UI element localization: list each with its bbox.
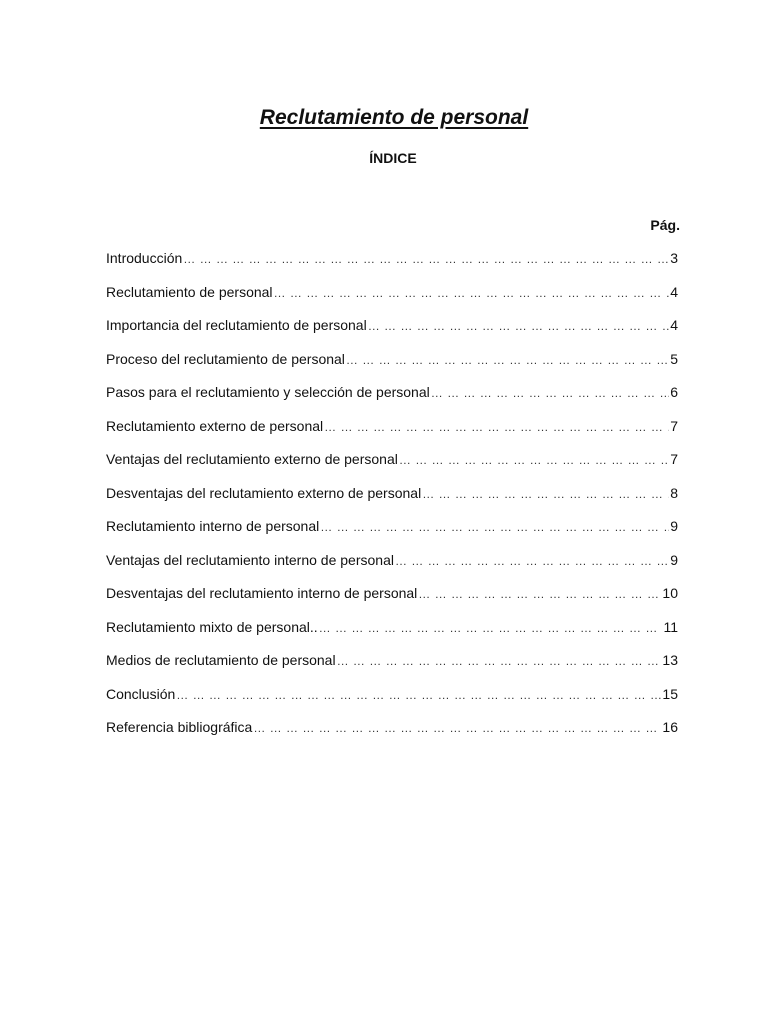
toc-entry-label: Ventajas del reclutamiento externo de personal (106, 451, 398, 467)
toc-entry-page: 9 (670, 518, 678, 534)
toc-entry-page: 4 (670, 317, 678, 333)
toc-entry-page: 4 (670, 283, 678, 300)
toc-entry-label: Medios de reclutamiento de personal (106, 652, 336, 668)
dot-leader (274, 286, 670, 300)
toc-entry-page: 11 (663, 618, 678, 635)
toc-entry-label: Reclutamiento de personal (106, 283, 273, 300)
dot-leader (431, 386, 669, 400)
toc-entry-reclutamiento (106, 284, 678, 318)
toc-entry-page: 3 (670, 250, 678, 266)
toc-entry-label: Desventajas del reclutamiento externo de personal (106, 484, 422, 501)
toc-heading: ÍNDICE (369, 150, 417, 166)
dot-leader (183, 252, 669, 266)
toc-entry-importancia (106, 317, 678, 351)
dot-leader (253, 721, 661, 735)
toc-entry-page: 13 (662, 652, 678, 668)
toc-entry-page: 10 (662, 585, 678, 601)
dot-leader (320, 520, 669, 534)
page-column-label: Pág. (650, 217, 680, 233)
table-of-contents (106, 250, 678, 753)
toc-entry-desventajas-externo (106, 485, 678, 519)
toc-entry-referencia (106, 719, 678, 753)
toc-entry-page: 16 (662, 719, 678, 735)
dot-leader (422, 487, 669, 501)
toc-entry-page: 15 (662, 685, 678, 702)
dot-leader (324, 420, 669, 434)
toc-entry-label: Ventajas del reclutamiento interno de personal (106, 551, 394, 568)
toc-entry-label: Referencia bibliográfica (106, 719, 253, 735)
toc-entry-label: Desventajas del reclutamiento interno de personal (106, 585, 418, 601)
toc-entry-mixto (106, 619, 678, 653)
toc-entry-ventajas-externo (106, 451, 678, 485)
toc-entry-page: 7 (670, 417, 678, 434)
toc-entry-label: Reclutamiento externo de personal (106, 417, 324, 434)
toc-entry-page: 7 (670, 451, 678, 467)
toc-entry-label: Reclutamiento interno de personal (106, 518, 320, 534)
toc-entry-page: 8 (670, 484, 678, 501)
dot-leader (176, 688, 661, 702)
toc-entry-page: 9 (670, 551, 678, 568)
toc-entry-label: Conclusión (106, 685, 176, 702)
dot-leader (418, 587, 661, 601)
toc-entry-page: 6 (670, 384, 678, 400)
dot-leader (337, 654, 662, 668)
toc-entry-label: Importancia del reclutamiento de personal (106, 317, 367, 333)
toc-entry-label: Introducción (106, 250, 183, 266)
toc-entry-ventajas-interno (106, 552, 678, 586)
toc-entry-medios (106, 652, 678, 686)
toc-entry-proceso (106, 351, 678, 385)
dot-leader (368, 319, 670, 333)
toc-entry-desventajas-interno (106, 585, 678, 619)
toc-entry-page: 5 (670, 350, 678, 367)
dot-leader (399, 453, 669, 467)
document-title: Reclutamiento de personal (259, 106, 529, 129)
toc-entry-externo (106, 418, 678, 452)
toc-entry-introduccion (106, 250, 678, 284)
dot-leader (395, 554, 669, 568)
toc-entry-interno (106, 518, 678, 552)
dot-leader (319, 621, 663, 635)
toc-entry-conclusion (106, 686, 678, 720)
toc-entry-label: Reclutamiento mixto de personal.. (106, 618, 318, 635)
toc-entry-pasos (106, 384, 678, 418)
toc-entry-label: Proceso del reclutamiento de personal (106, 350, 345, 367)
toc-entry-label: Pasos para el reclutamiento y selección de personal (106, 384, 430, 400)
dot-leader (346, 353, 669, 367)
